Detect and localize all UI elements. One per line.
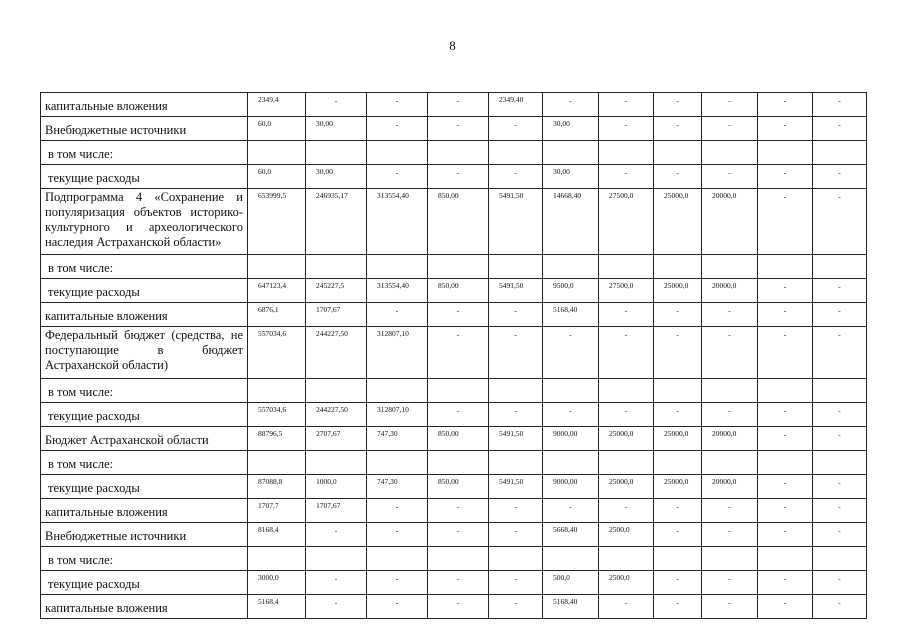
table-row [41, 189, 867, 255]
table-cell: 2500,0 [599, 571, 654, 595]
table-row [41, 595, 867, 619]
table-cell: - [813, 595, 867, 619]
table-cell: - [702, 571, 758, 595]
row-label: капитальные вложения [41, 499, 248, 523]
table-cell: - [654, 165, 702, 189]
table-cell [428, 547, 489, 571]
table-cell: - [543, 403, 599, 427]
table-cell [758, 379, 813, 403]
row-label: в том числе: [41, 451, 248, 475]
table-cell: - [813, 165, 867, 189]
table-cell [599, 141, 654, 165]
table-cell: 60,0 [248, 165, 306, 189]
table-cell: - [702, 327, 758, 379]
table-cell [813, 141, 867, 165]
table-cell: - [489, 499, 543, 523]
table-cell [367, 255, 428, 279]
table-cell [489, 451, 543, 475]
table-cell: - [428, 303, 489, 327]
table-cell: - [758, 165, 813, 189]
table-row [41, 403, 867, 427]
table-cell: 27500,0 [599, 279, 654, 303]
table-cell: - [489, 403, 543, 427]
table-cell: 557034,6 [248, 403, 306, 427]
table-cell: - [543, 93, 599, 117]
table-cell: - [428, 93, 489, 117]
table-row [41, 93, 867, 117]
table-cell: 60,0 [248, 117, 306, 141]
table-cell: 312807,10 [367, 327, 428, 379]
table-cell: 747,30 [367, 475, 428, 499]
table-cell [367, 141, 428, 165]
table-cell [428, 451, 489, 475]
table-row [41, 571, 867, 595]
row-label: в том числе: [41, 379, 248, 403]
table-cell [543, 547, 599, 571]
table-cell [813, 547, 867, 571]
table-cell: 747,30 [367, 427, 428, 451]
table-cell: - [758, 279, 813, 303]
table-cell [306, 255, 367, 279]
table-cell: - [702, 499, 758, 523]
table-row [41, 547, 867, 571]
table-cell: - [367, 571, 428, 595]
table-cell: 8168,4 [248, 523, 306, 547]
table-cell [248, 547, 306, 571]
table-cell: - [489, 117, 543, 141]
table-cell: - [489, 571, 543, 595]
table-cell: - [599, 327, 654, 379]
table-cell: - [654, 117, 702, 141]
table-cell: 1707,7 [248, 499, 306, 523]
table-cell: - [813, 571, 867, 595]
table-cell: 25000,0 [654, 475, 702, 499]
table-cell: - [489, 303, 543, 327]
table-cell [367, 379, 428, 403]
table-cell: - [367, 303, 428, 327]
table-cell: 1707,67 [306, 303, 367, 327]
table-row [41, 279, 867, 303]
page-number: 8 [449, 38, 456, 53]
table-cell: 30,00 [306, 117, 367, 141]
table-cell [654, 451, 702, 475]
table-cell: - [428, 571, 489, 595]
table-cell: - [489, 165, 543, 189]
table-cell: - [758, 403, 813, 427]
table-cell: 245227,5 [306, 279, 367, 303]
table-cell [599, 379, 654, 403]
table-cell: - [367, 93, 428, 117]
table-cell [489, 141, 543, 165]
table-cell: 30,00 [543, 165, 599, 189]
table-cell: 25000,0 [599, 427, 654, 451]
table-cell: 6876,1 [248, 303, 306, 327]
table-cell [248, 451, 306, 475]
table-cell [599, 255, 654, 279]
table-cell: - [702, 117, 758, 141]
table-cell: - [654, 595, 702, 619]
table-cell: 2500,0 [599, 523, 654, 547]
table-cell: 3000,0 [248, 571, 306, 595]
table-cell [367, 547, 428, 571]
table-cell [543, 379, 599, 403]
table-cell: 20000,0 [702, 427, 758, 451]
table-cell: 850,00 [428, 427, 489, 451]
table-cell: 557034,6 [248, 327, 306, 379]
table-cell: - [758, 93, 813, 117]
table-cell: - [813, 403, 867, 427]
table-cell: - [367, 499, 428, 523]
table-cell [758, 141, 813, 165]
table-cell [428, 255, 489, 279]
row-label: в том числе: [41, 141, 248, 165]
table-cell [248, 379, 306, 403]
row-label: Бюджет Астраханской области [41, 427, 248, 451]
table-cell: 87088,8 [248, 475, 306, 499]
table-cell: - [599, 499, 654, 523]
table-cell: - [813, 499, 867, 523]
table-cell: - [428, 499, 489, 523]
table-cell: 850,00 [428, 279, 489, 303]
table-cell: - [367, 523, 428, 547]
table-cell: - [758, 571, 813, 595]
table-cell: 2349,4 [248, 93, 306, 117]
table-cell: - [758, 523, 813, 547]
row-label: текущие расходы [41, 403, 248, 427]
table-cell: - [599, 303, 654, 327]
table-cell: 850,00 [428, 475, 489, 499]
table-cell: - [306, 523, 367, 547]
table-cell: 313554,40 [367, 279, 428, 303]
table-cell: 313554,40 [367, 189, 428, 255]
table-cell: 20000,0 [702, 475, 758, 499]
table-cell: 27500,0 [599, 189, 654, 255]
row-label: Внебюджетные источники [41, 117, 248, 141]
table-cell: - [367, 117, 428, 141]
table-cell: - [599, 117, 654, 141]
table-row [41, 327, 867, 379]
table-row [41, 523, 867, 547]
table-cell: - [813, 327, 867, 379]
table-cell: 5491,50 [489, 475, 543, 499]
row-label: Подпрограмма 4 «Сохранение и популяризация объектов историко-культурного и археологического наследия Астраханской области» [41, 189, 248, 255]
row-label: текущие расходы [41, 165, 248, 189]
table-cell [543, 255, 599, 279]
table-cell [306, 451, 367, 475]
budget-table-body [41, 93, 867, 619]
table-cell: 312807,10 [367, 403, 428, 427]
table-cell [306, 141, 367, 165]
table-cell: 5168,4 [248, 595, 306, 619]
table-cell [428, 379, 489, 403]
table-row [41, 451, 867, 475]
table-cell: 1707,67 [306, 499, 367, 523]
table-cell [248, 141, 306, 165]
table-cell: - [543, 327, 599, 379]
row-label: Внебюджетные источники [41, 523, 248, 547]
table-cell: - [758, 303, 813, 327]
table-cell: - [489, 327, 543, 379]
table-cell: - [599, 93, 654, 117]
table-row [41, 427, 867, 451]
row-label: текущие расходы [41, 475, 248, 499]
table-cell [813, 255, 867, 279]
table-cell: - [813, 523, 867, 547]
table-cell: - [758, 327, 813, 379]
table-row [41, 379, 867, 403]
table-row [41, 475, 867, 499]
table-cell: - [702, 595, 758, 619]
table-cell: 244227,50 [306, 327, 367, 379]
table-cell: 500,0 [543, 571, 599, 595]
table-cell: 850,00 [428, 189, 489, 255]
table-cell: 88796,5 [248, 427, 306, 451]
table-cell: - [599, 595, 654, 619]
table-cell [654, 255, 702, 279]
row-label: Федеральный бюджет (средства, не поступающие в бюджет Астраханской области) [41, 327, 248, 379]
table-cell: 246935,17 [306, 189, 367, 255]
table-cell: - [702, 93, 758, 117]
table-cell: - [654, 499, 702, 523]
table-cell: 20000,0 [702, 189, 758, 255]
table-cell: 647123,4 [248, 279, 306, 303]
table-cell: - [702, 523, 758, 547]
table-cell: 25000,0 [654, 279, 702, 303]
table-cell: - [813, 427, 867, 451]
table-cell: 2349,40 [489, 93, 543, 117]
table-cell: - [758, 499, 813, 523]
table-cell [702, 451, 758, 475]
row-label: в том числе: [41, 255, 248, 279]
table-cell [702, 255, 758, 279]
table-cell [543, 141, 599, 165]
table-cell: 30,00 [306, 165, 367, 189]
table-cell [489, 547, 543, 571]
table-row [41, 303, 867, 327]
table-cell: - [758, 117, 813, 141]
table-cell [489, 255, 543, 279]
table-cell: - [758, 475, 813, 499]
row-label: капитальные вложения [41, 595, 248, 619]
table-cell: - [367, 165, 428, 189]
table-cell: 2707,67 [306, 427, 367, 451]
table-cell [654, 141, 702, 165]
budget-table [40, 92, 867, 619]
table-cell: - [702, 403, 758, 427]
table-cell: - [428, 327, 489, 379]
table-cell: - [654, 571, 702, 595]
table-cell: 20000,0 [702, 279, 758, 303]
table-cell [489, 379, 543, 403]
table-cell [654, 379, 702, 403]
table-cell: - [813, 303, 867, 327]
table-cell: 5668,40 [543, 523, 599, 547]
table-cell [306, 379, 367, 403]
table-cell: - [654, 93, 702, 117]
table-cell: - [306, 571, 367, 595]
table-cell: - [654, 327, 702, 379]
table-cell: - [758, 427, 813, 451]
table-cell: - [654, 303, 702, 327]
table-cell: - [599, 403, 654, 427]
table-cell: - [654, 523, 702, 547]
table-cell: - [813, 117, 867, 141]
table-cell: 25000,0 [654, 427, 702, 451]
table-cell [758, 451, 813, 475]
table-cell: 5491,50 [489, 279, 543, 303]
table-cell: 9000,00 [543, 427, 599, 451]
table-cell [702, 141, 758, 165]
table-cell: 25000,0 [654, 189, 702, 255]
table-cell: - [543, 499, 599, 523]
table-row [41, 141, 867, 165]
table-cell: 14668,40 [543, 189, 599, 255]
row-label: капитальные вложения [41, 93, 248, 117]
table-cell: - [489, 523, 543, 547]
table-cell: - [758, 595, 813, 619]
table-cell [428, 141, 489, 165]
table-cell: - [813, 93, 867, 117]
table-cell: 5168,40 [543, 303, 599, 327]
table-cell: 653999,5 [248, 189, 306, 255]
row-label: текущие расходы [41, 571, 248, 595]
table-cell: 30,00 [543, 117, 599, 141]
table-cell: - [813, 279, 867, 303]
table-cell [599, 547, 654, 571]
table-cell: - [702, 303, 758, 327]
table-cell: 9000,00 [543, 475, 599, 499]
row-label: капитальные вложения [41, 303, 248, 327]
table-cell [654, 547, 702, 571]
table-cell: - [306, 93, 367, 117]
table-cell: - [702, 165, 758, 189]
table-row [41, 255, 867, 279]
table-cell: - [813, 475, 867, 499]
table-cell [758, 547, 813, 571]
table-cell: - [306, 595, 367, 619]
table-cell: 5491,50 [489, 427, 543, 451]
table-cell: 9500,0 [543, 279, 599, 303]
table-cell: - [489, 595, 543, 619]
table-cell: - [428, 117, 489, 141]
table-cell: - [428, 403, 489, 427]
table-cell: 5491,50 [489, 189, 543, 255]
table-cell: 25000,0 [599, 475, 654, 499]
table-cell [702, 379, 758, 403]
table-row [41, 117, 867, 141]
table-cell [758, 255, 813, 279]
table-cell: - [428, 523, 489, 547]
table-cell [702, 547, 758, 571]
table-cell: - [367, 595, 428, 619]
table-row [41, 165, 867, 189]
table-cell [813, 379, 867, 403]
table-cell [599, 451, 654, 475]
table-cell [367, 451, 428, 475]
table-cell: - [428, 595, 489, 619]
table-cell [813, 451, 867, 475]
table-cell [248, 255, 306, 279]
table-cell: 5168,40 [543, 595, 599, 619]
table-cell: 1000,0 [306, 475, 367, 499]
row-label: в том числе: [41, 547, 248, 571]
table-cell [306, 547, 367, 571]
table-cell: - [428, 165, 489, 189]
table-cell: 244227,50 [306, 403, 367, 427]
table-cell: - [654, 403, 702, 427]
table-cell [543, 451, 599, 475]
row-label: текущие расходы [41, 279, 248, 303]
table-row [41, 499, 867, 523]
table-cell: - [813, 189, 867, 255]
table-cell: - [758, 189, 813, 255]
table-cell: - [599, 165, 654, 189]
